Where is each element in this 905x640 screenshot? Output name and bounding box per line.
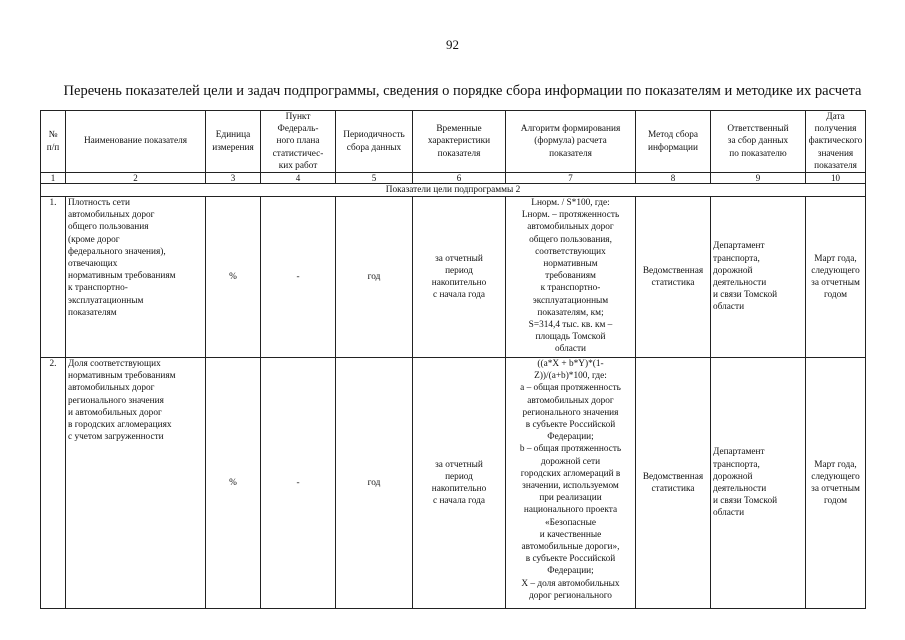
date-cell: Март года, следующего за отчетным годом bbox=[806, 197, 866, 358]
column-number-cell: 2 bbox=[66, 173, 206, 184]
column-number-cell: 9 bbox=[711, 173, 806, 184]
table-row bbox=[41, 197, 866, 358]
header-number: № п/п bbox=[41, 111, 66, 173]
header-time-characteristics: Временные характеристики показателя bbox=[413, 111, 506, 173]
collection-method-cell: Ведомственная статистика bbox=[636, 358, 711, 609]
document-title: Перечень показателей цели и задач подпрограммы, сведения о порядке сбора информации по показателям и методике их расчета bbox=[63, 83, 862, 99]
periodicity-cell: год bbox=[336, 197, 413, 358]
row-number: 1. bbox=[41, 197, 66, 358]
column-number-cell: 6 bbox=[413, 173, 506, 184]
table-header-row bbox=[41, 111, 866, 173]
plan-item-cell: - bbox=[261, 197, 336, 358]
section-row bbox=[41, 184, 866, 197]
header-plan-item: Пункт Федераль- ного плана статистичес- ких работ bbox=[261, 111, 336, 173]
column-number-cell: 8 bbox=[636, 173, 711, 184]
algorithm-cell: ((a*X + b*Y)*(1- Z))/(a+b)*100, где: a – общая протяженность автомобильных дорог регионального значения в субъекте Российской Федерации; b – общая протяженность дорожной сети городских агломераций в значении, используемом при реализации национального проекта «Безопасные и качественные автомобильные дороги», в субъекте Российской Федерации; X – доля автомобильных дорог регионального bbox=[506, 358, 636, 609]
header-responsible: Ответственный за сбор данных по показателю bbox=[711, 111, 806, 173]
time-characteristics-cell: за отчетный период накопительно с начала года bbox=[413, 197, 506, 358]
header-periodicity: Периодичность сбора данных bbox=[336, 111, 413, 173]
column-number-cell: 4 bbox=[261, 173, 336, 184]
responsible-cell: Департамент транспорта, дорожной деятельности и связи Томской области bbox=[711, 197, 806, 358]
header-algorithm: Алгоритм формирования (формула) расчета показателя bbox=[506, 111, 636, 173]
collection-method-cell: Ведомственная статистика bbox=[636, 197, 711, 358]
time-characteristics-cell: за отчетный период накопительно с начала года bbox=[413, 358, 506, 609]
column-number-cell: 5 bbox=[336, 173, 413, 184]
header-collection-method: Метод сбора информации bbox=[636, 111, 711, 173]
header-indicator-name: Наименование показателя bbox=[66, 111, 206, 173]
page-number: 92 bbox=[446, 37, 459, 52]
plan-item-cell: - bbox=[261, 358, 336, 609]
indicator-name-cell: Плотность сети автомобильных дорог общего пользования (кроме дорог федерального значения), отвечающих нормативным требованиям к транспортно- эксплуатационным показателям bbox=[66, 197, 206, 358]
header-date: Дата получения фактического значения показателя bbox=[806, 111, 866, 173]
section-title: Показатели цели подпрограммы 2 bbox=[41, 184, 866, 197]
row-number: 2. bbox=[41, 358, 66, 609]
responsible-cell: Департамент транспорта, дорожной деятельности и связи Томской области bbox=[711, 358, 806, 609]
unit-cell: % bbox=[206, 197, 261, 358]
table-row bbox=[41, 358, 866, 609]
column-number-cell: 7 bbox=[506, 173, 636, 184]
date-cell: Март года, следующего за отчетным годом bbox=[806, 358, 866, 609]
periodicity-cell: год bbox=[336, 358, 413, 609]
column-number-cell: 3 bbox=[206, 173, 261, 184]
column-number-cell: 1 bbox=[41, 173, 66, 184]
header-unit: Единица измерения bbox=[206, 111, 261, 173]
indicator-name-cell: Доля соответствующих нормативным требованиям автомобильных дорог регионального значения и автомобильных дорог в городских агломерациях с учетом загруженности bbox=[66, 358, 206, 609]
unit-cell: % bbox=[206, 358, 261, 609]
algorithm-cell: Lнорм. / S*100, где: Lнорм. – протяженность автомобильных дорог общего пользования, соответствующих нормативным требованиям к транспортно- эксплуатационным показателям, км; S=314,4 тыс. кв. км – площадь Томской области bbox=[506, 197, 636, 358]
column-number-cell: 10 bbox=[806, 173, 866, 184]
column-numbers-row bbox=[41, 173, 866, 184]
indicators-table bbox=[40, 110, 866, 609]
